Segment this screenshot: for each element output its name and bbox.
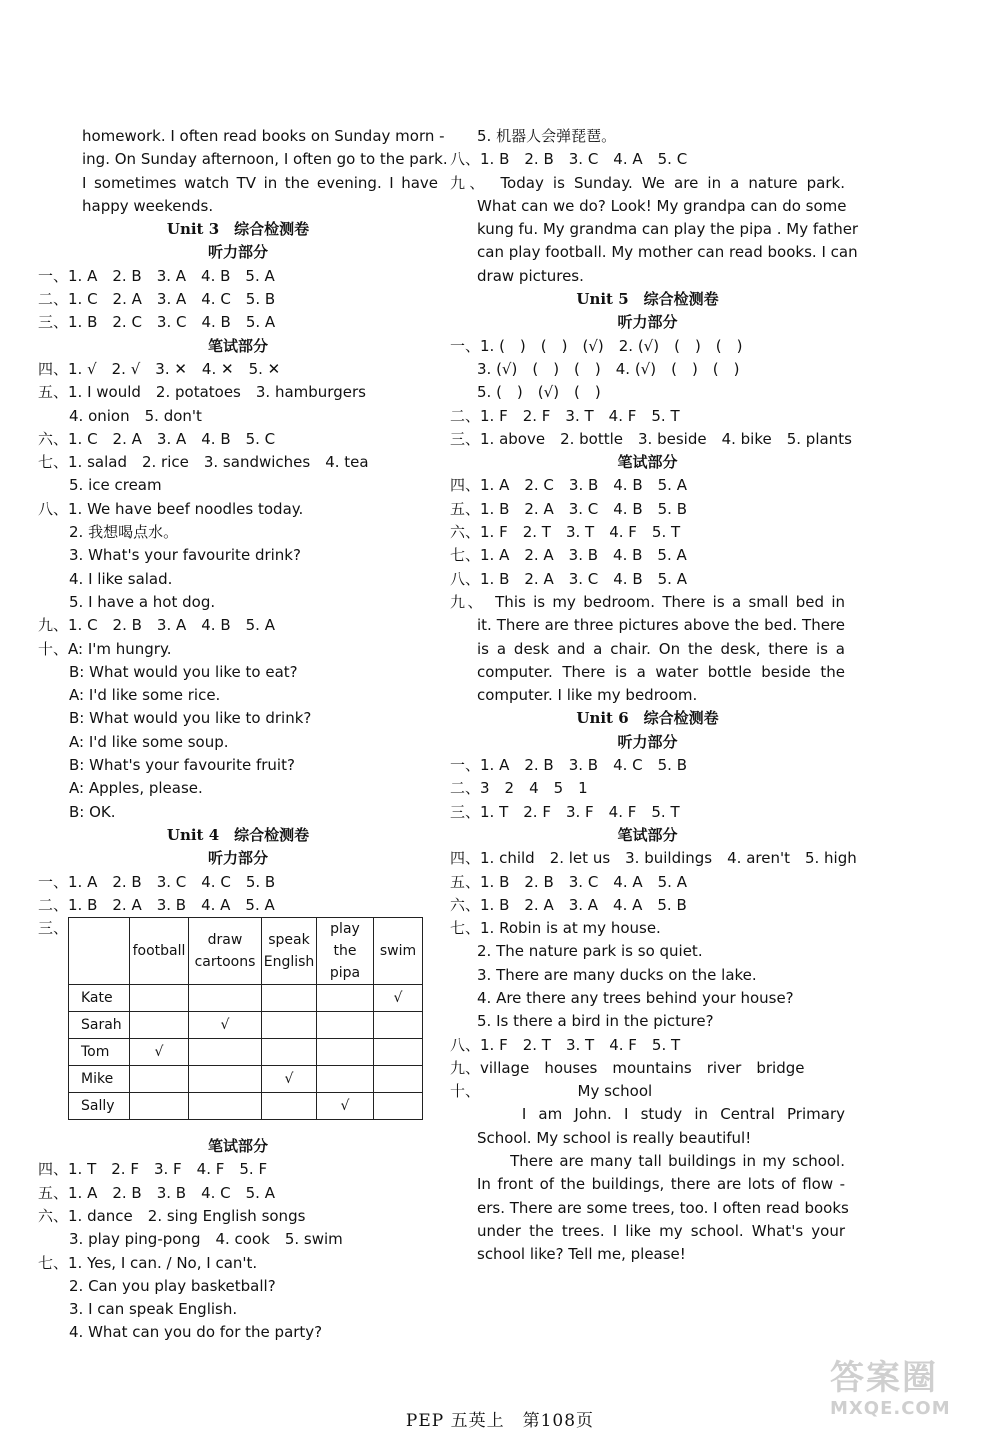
answer-line: happy weekends. — [82, 196, 214, 215]
answer-line: 5. ice cream — [69, 476, 162, 495]
answer-line: B: What's your favourite fruit? — [69, 756, 295, 775]
answer-line: I am John. I study in Central Primary — [477, 1105, 845, 1124]
answer-line: 4. Are there any trees behind your house? — [477, 988, 794, 1007]
table-row — [69, 1012, 423, 1039]
answer-line: ing. On Sunday afternoon, I often go to the park. — [82, 150, 448, 169]
section-heading: Unit 3 综合检测卷 — [166, 220, 310, 239]
answer-line: kung fu. My grandma can play the pipa . My father — [477, 220, 859, 239]
left-column — [38, 125, 448, 1345]
section-heading: Unit 5 综合检测卷 — [576, 290, 719, 309]
section-heading: 听力部分 — [617, 732, 678, 751]
table-cell — [262, 1039, 317, 1066]
table-cell — [374, 1012, 423, 1039]
table-cell: √ — [130, 1039, 189, 1066]
answer-line: 2. Can you play basketball? — [69, 1276, 276, 1295]
answer-line: 八、1. B 2. A 3. C 4. B 5. A — [450, 569, 687, 588]
answer-line: 一、1. A 2. B 3. B 4. C 5. B — [450, 756, 688, 775]
answer-line: under the trees. I like my school. What's your — [477, 1221, 845, 1240]
section-heading: 听力部分 — [617, 313, 678, 332]
answer-line: 2. 我想喝点水。 — [69, 523, 179, 542]
answer-line: 一、1. A 2. B 3. C 4. C 5. B — [38, 872, 276, 891]
answer-line: 二、1. B 2. A 3. B 4. A 5. A — [38, 895, 275, 914]
watermark-logo — [830, 1358, 990, 1418]
table-row — [69, 1039, 423, 1066]
answer-line: 九、1. C 2. B 3. A 4. B 5. A — [38, 616, 275, 635]
table-cell — [130, 1093, 189, 1120]
answer-line: 七、1. A 2. A 3. B 4. B 5. A — [450, 546, 687, 565]
table-row — [69, 985, 423, 1012]
answer-line: What can we do? Look! My grandpa can do some — [477, 196, 847, 215]
table-label: 三、 — [38, 919, 69, 938]
section-heading: 听力部分 — [207, 849, 268, 868]
answer-line: 四、1. child 2. let us 3. buildings 4. aren't 5. high — [450, 849, 857, 868]
left-answer-lines — [38, 125, 448, 917]
answer-line: 九、 Today is Sunday. We are in a nature park. — [450, 173, 845, 192]
table-cell: √ — [374, 985, 423, 1012]
answer-line: 3. What's your favourite drink? — [69, 546, 301, 565]
unit4-table-block — [38, 917, 438, 1135]
answer-line: 3. I can speak English. — [69, 1300, 238, 1319]
answer-line: 十、A: I'm hungry. — [38, 639, 172, 658]
answer-line: 五、1. B 2. B 3. C 4. A 5. A — [450, 872, 687, 891]
table-cell — [317, 1066, 374, 1093]
section-heading: 笔试部分 — [207, 1137, 268, 1156]
corner-cell — [69, 918, 130, 985]
table-cell — [317, 985, 374, 1012]
answer-line: I sometimes watch TV in the evening. I have — [82, 173, 438, 192]
right-answer-lines — [450, 125, 859, 1267]
watermark-url: MXQE.COM — [830, 1398, 951, 1419]
answer-line: 五、1. I would 2. potatoes 3. hamburgers — [38, 383, 366, 402]
answer-line: 八、1. F 2. T 3. T 4. F 5. T — [450, 1035, 681, 1054]
section-heading: 听力部分 — [207, 243, 268, 262]
left-answer-lines-after-table — [38, 1135, 438, 1345]
answer-line: B: What would you like to drink? — [69, 709, 312, 728]
section-heading: Unit 6 综合检测卷 — [576, 709, 719, 728]
answer-line: 5. 机器人会弹琵琶。 — [477, 127, 617, 145]
answer-line: 七、1. Yes, I can. / No, I can't. — [38, 1253, 258, 1272]
answer-line: 四、1. √ 2. √ 3. ✕ 4. ✕ 5. ✕ — [38, 359, 281, 378]
answer-line: 二、1. F 2. F 3. T 4. F 5. T — [450, 406, 680, 425]
answer-line: can play football. My mother can read books. I can — [477, 243, 858, 262]
section-heading: 笔试部分 — [617, 453, 678, 472]
answer-line: 5. I have a hot dog. — [69, 592, 216, 611]
answer-line: 六、1. dance 2. sing English songs — [38, 1206, 306, 1225]
row-name: Tom — [69, 1039, 130, 1066]
section-heading: 笔试部分 — [617, 825, 678, 844]
answer-line: 八、1. We have beef noodles today. — [38, 499, 304, 518]
answer-line: 5. ( ) (√) ( ) — [477, 383, 601, 402]
answer-line: A: Apples, please. — [69, 779, 203, 798]
column-header: swim — [374, 918, 423, 985]
column-header: draw cartoons — [189, 918, 262, 985]
table-cell — [374, 1066, 423, 1093]
column-header: football — [130, 918, 189, 985]
answer-line: 2. The nature park is so quiet. — [477, 942, 703, 961]
answer-line: 七、1. Robin is at my house. — [450, 919, 661, 938]
answer-line: school like? Tell me, please! — [477, 1245, 686, 1264]
answer-line: 十、 My school — [450, 1082, 653, 1101]
row-name: Mike — [69, 1066, 130, 1093]
table-cell: √ — [317, 1093, 374, 1120]
answer-line: 一、1. ( ) ( ) (√) 2. (√) ( ) ( ) — [450, 336, 743, 355]
answer-line: B: What would you like to eat? — [69, 662, 298, 681]
table-body — [69, 985, 423, 1120]
section-heading: Unit 4 综合检测卷 — [166, 825, 310, 844]
answer-line: 六、1. F 2. T 3. T 4. F 5. T — [450, 523, 681, 542]
activity-table — [68, 917, 423, 1120]
answer-line: 3. (√) ( ) ( ) 4. (√) ( ) ( ) — [477, 359, 740, 378]
table-cell: √ — [189, 1012, 262, 1039]
table-cell — [262, 985, 317, 1012]
table-row — [69, 1066, 423, 1093]
column-header: speak English — [262, 918, 317, 985]
answer-line: A: I'd like some soup. — [69, 732, 229, 751]
answer-line: 六、1. B 2. A 3. A 4. A 5. B — [450, 895, 687, 914]
answer-line: 五、1. A 2. B 3. B 4. C 5. A — [38, 1183, 275, 1202]
answer-line: 八、1. B 2. B 3. C 4. A 5. C — [450, 150, 688, 169]
table-cell — [262, 1012, 317, 1039]
table-cell — [130, 1066, 189, 1093]
table-cell — [189, 1066, 262, 1093]
table-cell — [262, 1093, 317, 1120]
answer-line: 五、1. B 2. A 3. C 4. B 5. B — [450, 499, 688, 518]
answer-line: 三、1. above 2. bottle 3. beside 4. bike 5. plants — [450, 429, 852, 448]
table-cell — [130, 1012, 189, 1039]
answer-line: is a desk and a chair. On the desk, there is a — [477, 639, 845, 658]
answer-line: homework. I often read books on Sunday morn - — [82, 127, 445, 145]
table-cell — [374, 1039, 423, 1066]
answer-line: computer. There is a water bottle beside the — [477, 662, 845, 681]
answer-line: 二、1. C 2. A 3. A 4. C 5. B — [38, 290, 276, 309]
answer-line: 七、1. salad 2. rice 3. sandwiches 4. tea — [38, 453, 369, 472]
answer-line: 4. onion 5. don't — [69, 406, 202, 425]
answer-line: 九、 This is my bedroom. There is a small bed in — [450, 592, 845, 611]
table-row — [69, 1093, 423, 1120]
right-column — [450, 125, 859, 1267]
table-cell: √ — [262, 1066, 317, 1093]
page-footer: PEP 五英上 第108页 — [405, 1411, 595, 1431]
answer-line: 一、1. A 2. B 3. A 4. B 5. A — [38, 266, 275, 285]
table-cell — [317, 1039, 374, 1066]
answer-line: 3. play ping-pong 4. cook 5. swim — [69, 1230, 343, 1249]
table-header-row — [69, 918, 423, 985]
answer-line: In front of the buildings, there are lots of flow - — [477, 1175, 845, 1194]
table-cell — [317, 1012, 374, 1039]
answer-line: 三、1. B 2. C 3. C 4. B 5. A — [38, 313, 276, 332]
answer-line: School. My school is really beautiful! — [477, 1128, 752, 1147]
section-heading: 笔试部分 — [207, 336, 268, 355]
answer-line: B: OK. — [69, 802, 116, 821]
table-cell — [189, 985, 262, 1012]
answer-line: 二、3 2 4 5 1 — [450, 779, 588, 798]
row-name: Sally — [69, 1093, 130, 1120]
answer-line: A: I'd like some rice. — [69, 686, 221, 705]
column-header: play the pipa — [317, 918, 374, 985]
table-cell — [189, 1039, 262, 1066]
answer-line: 四、1. A 2. C 3. B 4. B 5. A — [450, 476, 687, 495]
row-name: Sarah — [69, 1012, 130, 1039]
answer-line: 六、1. C 2. A 3. A 4. B 5. C — [38, 429, 276, 448]
table-cell — [189, 1093, 262, 1120]
answer-line: draw pictures. — [477, 266, 584, 285]
answer-line: it. There are three pictures above the bed. There — [477, 616, 845, 635]
answer-line: 九、village houses mountains river bridge — [450, 1058, 805, 1077]
answer-line: 三、1. T 2. F 3. F 4. F 5. T — [450, 802, 680, 821]
answer-line: There are many tall buildings in my school. — [477, 1152, 845, 1171]
answer-line: 5. Is there a bird in the picture? — [477, 1012, 714, 1031]
watermark-text: 答案圈 — [830, 1358, 938, 1398]
answer-line: 4. What can you do for the party? — [69, 1323, 323, 1342]
answer-line: 四、1. T 2. F 3. F 4. F 5. F — [38, 1160, 268, 1179]
answer-line: 3. There are many ducks on the lake. — [477, 965, 757, 984]
answer-line: 4. I like salad. — [69, 569, 173, 588]
table-cell — [374, 1093, 423, 1120]
table-cell — [130, 985, 189, 1012]
answer-line: computer. I like my bedroom. — [477, 686, 698, 705]
row-name: Kate — [69, 985, 130, 1012]
answer-line: ers. There are some trees, too. I often read books — [477, 1198, 849, 1217]
